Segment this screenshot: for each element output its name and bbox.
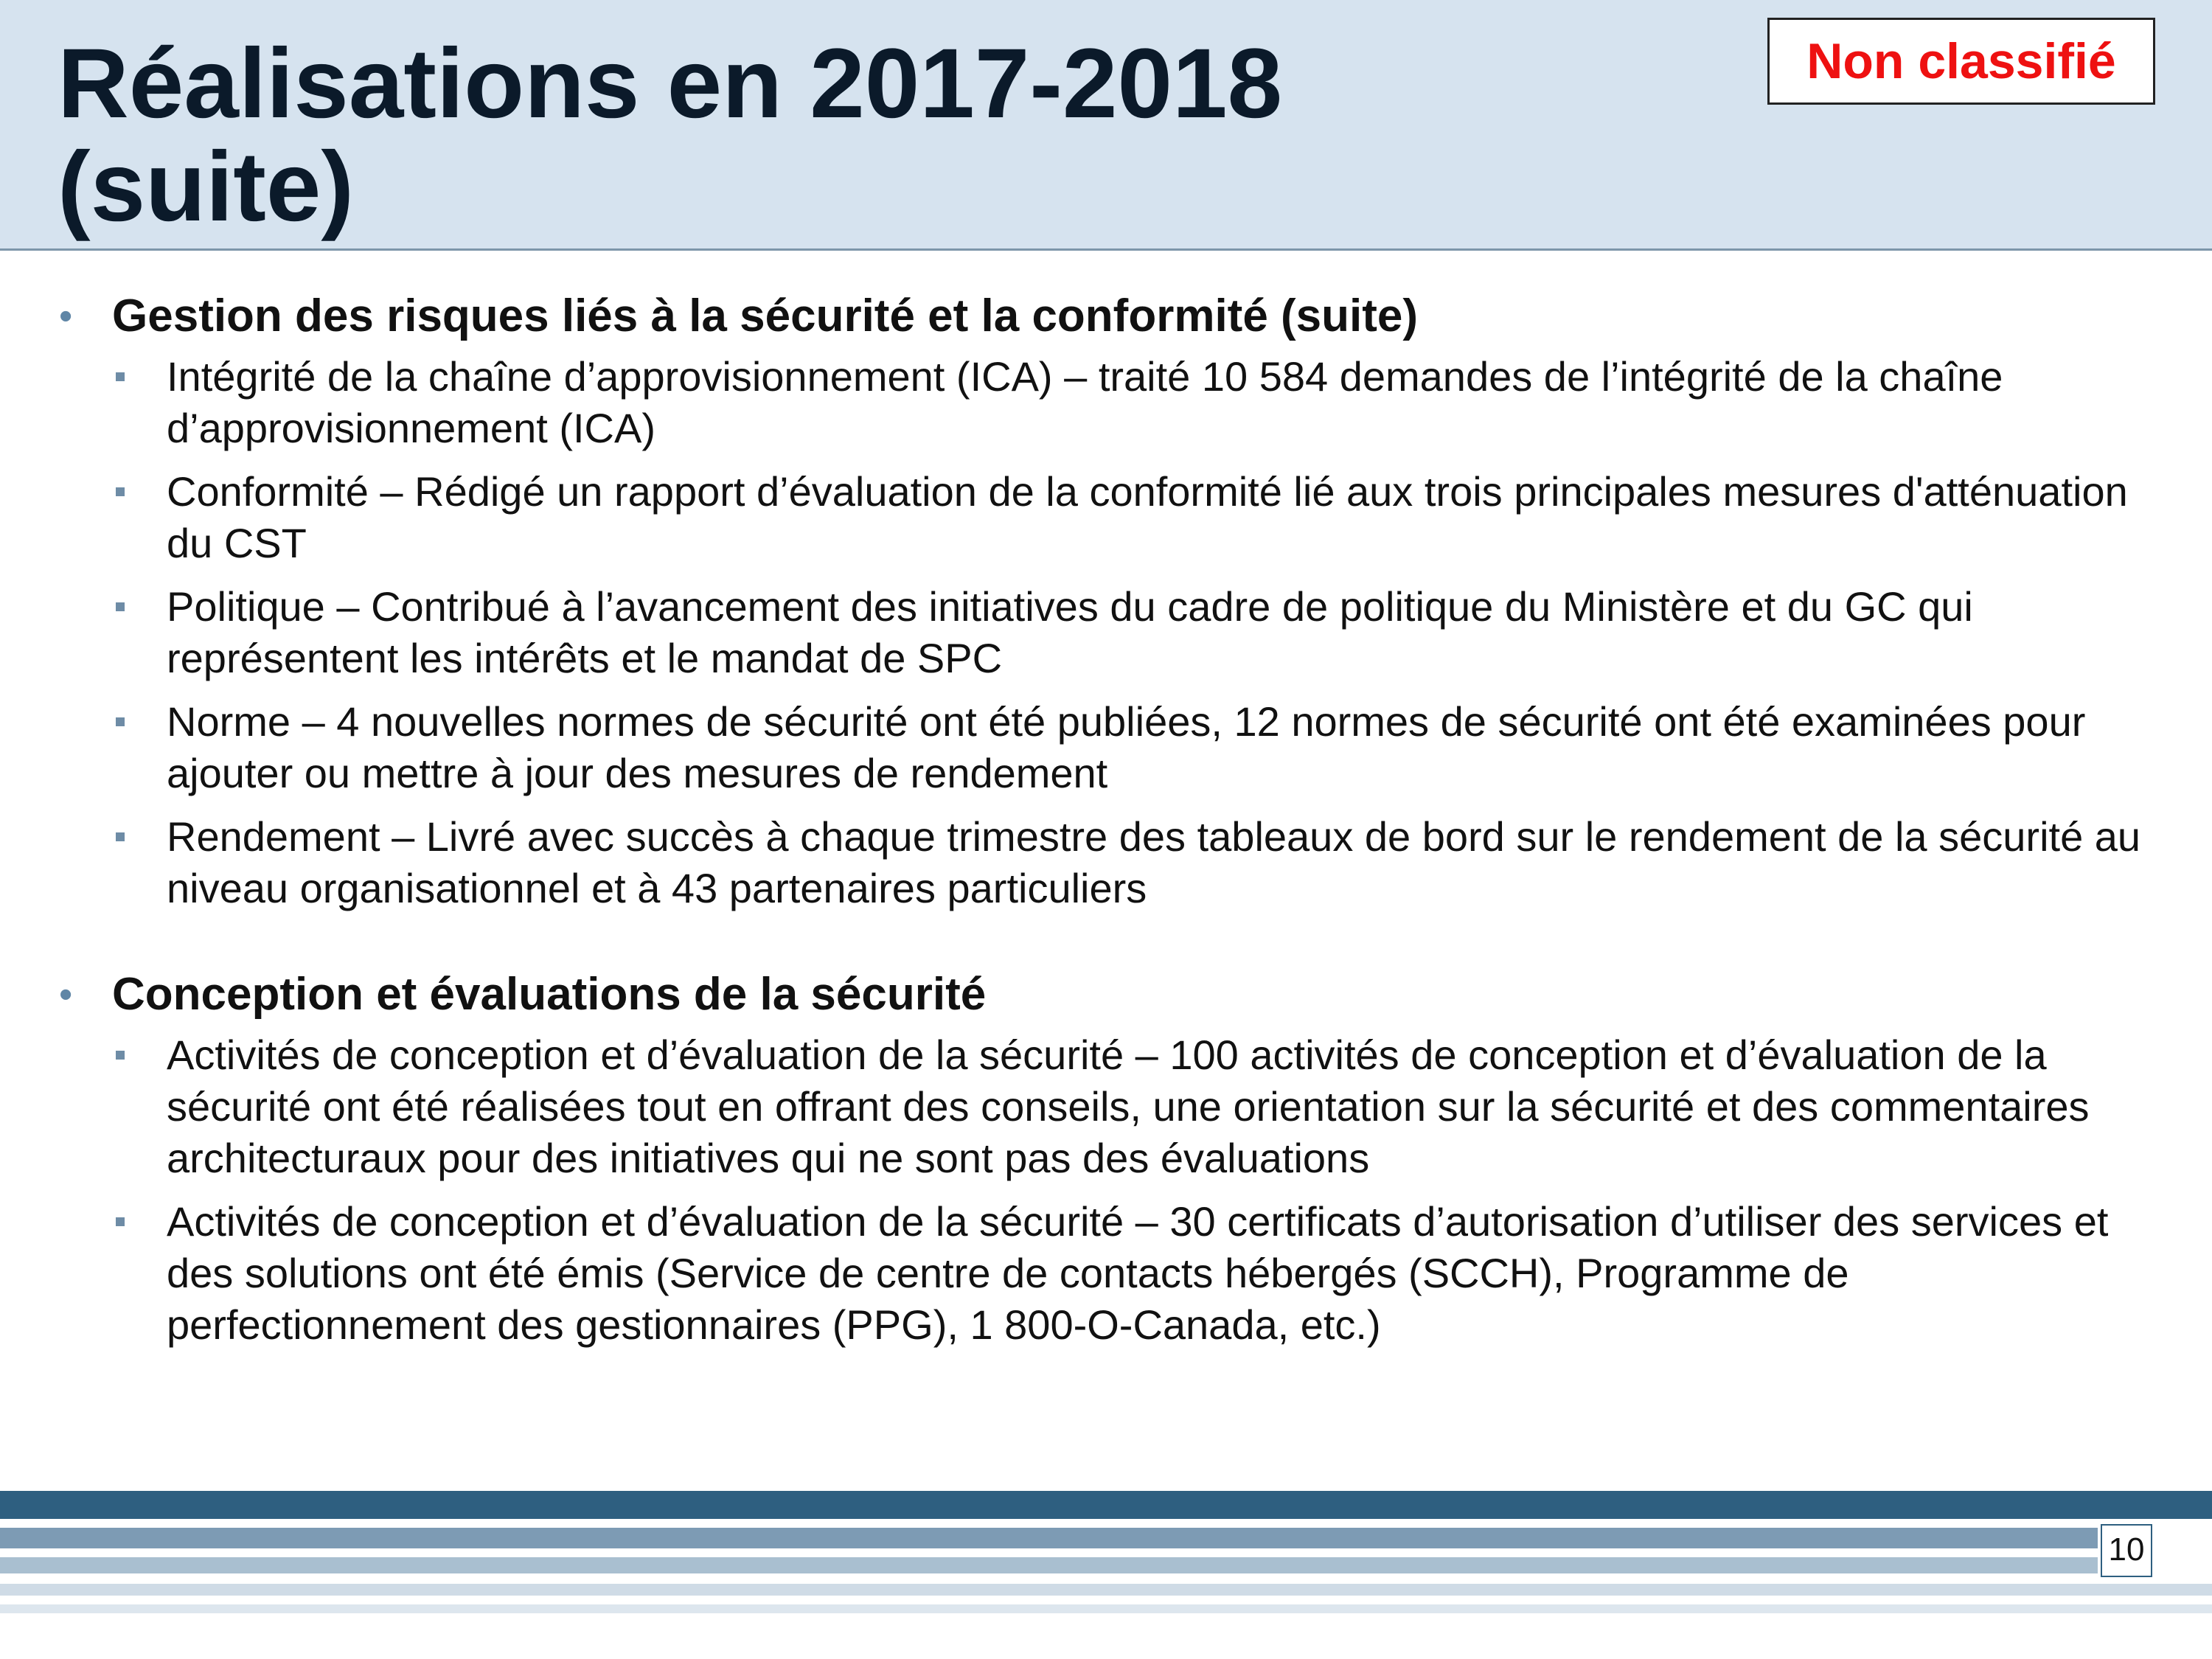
bullet-list (0, 351, 2212, 914)
footer-stripe-4 (0, 1584, 2212, 1596)
footer-stripe-2 (0, 1528, 2098, 1548)
list-item (0, 696, 2212, 799)
square-bullet-icon (116, 372, 125, 381)
list-item-text: Rendement – Livré avec succès à chaque trimestre des tableaux de bord sur le rendement de la sécurité au niveau organisationnel et à 43 partenaires particuliers (167, 813, 2141, 911)
section-risk-management (0, 288, 2212, 914)
square-bullet-icon (116, 1217, 125, 1226)
section-heading (0, 966, 2212, 1023)
list-item (0, 1029, 2212, 1184)
slide-content (0, 288, 2212, 1363)
bullet-list (0, 1029, 2212, 1351)
section-heading-text: Gestion des risques liés à la sécurité et la conformité (suite) (112, 291, 1419, 341)
list-item (0, 581, 2212, 684)
header-band (0, 0, 2212, 251)
list-item-text: Intégrité de la chaîne d’approvisionnement (ICA) – traité 10 584 demandes de l’intégrité de la chaîne d’approvisionnement (ICA) (167, 353, 2003, 451)
page-number: 10 (2101, 1524, 2152, 1577)
section-heading (0, 288, 2212, 345)
square-bullet-icon (116, 832, 125, 841)
round-bullet-icon: • (59, 295, 73, 338)
square-bullet-icon (116, 1051, 125, 1060)
list-item (0, 1196, 2212, 1351)
footer-stripe-3 (0, 1557, 2098, 1573)
slide-title (58, 29, 1680, 242)
list-item-text: Activités de conception et d’évaluation de la sécurité – 30 certificats d’autorisation d’utiliser des services et des solutions ont été émis (Service de centre de contacts hébergés (SCCH), Programme de perfectionnement des gestionnaires (PPG), 1 800-O-Canada, etc.) (167, 1198, 2109, 1348)
square-bullet-icon (116, 487, 125, 496)
section-security-design (0, 966, 2212, 1351)
footer-stripe-1 (0, 1491, 2212, 1519)
list-item-text: Norme – 4 nouvelles normes de sécurité ont été publiées, 12 normes de sécurité ont été examinées pour ajouter ou mettre à jour des mesures de rendement (167, 698, 2086, 796)
round-bullet-icon: • (59, 973, 73, 1016)
list-item (0, 466, 2212, 569)
classification-badge: Non classifié (1767, 18, 2155, 105)
footer-stripe-5 (0, 1604, 2212, 1613)
section-heading-text: Conception et évaluations de la sécurité (112, 969, 987, 1020)
list-item-text: Politique – Contribué à l’avancement des initiatives du cadre de politique du Ministère et du GC qui représentent les intérêts et le mandat de SPC (167, 583, 1973, 681)
list-item (0, 811, 2212, 914)
list-item-text: Activités de conception et d’évaluation de la sécurité – 100 activités de conception et d’évaluation de la sécurité ont été réalisées tout en offrant des conseils, une orientation sur la sécurité et des commentaires architecturaux pour des initiatives qui ne sont pas des évaluations (167, 1032, 2090, 1181)
list-item-text: Conformité – Rédigé un rapport d’évaluation de la conformité lié aux trois principales mesures d'atténuation du CST (167, 468, 2128, 566)
list-item (0, 351, 2212, 454)
square-bullet-icon (116, 602, 125, 611)
title-line-2: (suite) (58, 132, 354, 242)
title-line-1: Réalisations en 2017-2018 (58, 29, 1283, 139)
square-bullet-icon (116, 717, 125, 726)
